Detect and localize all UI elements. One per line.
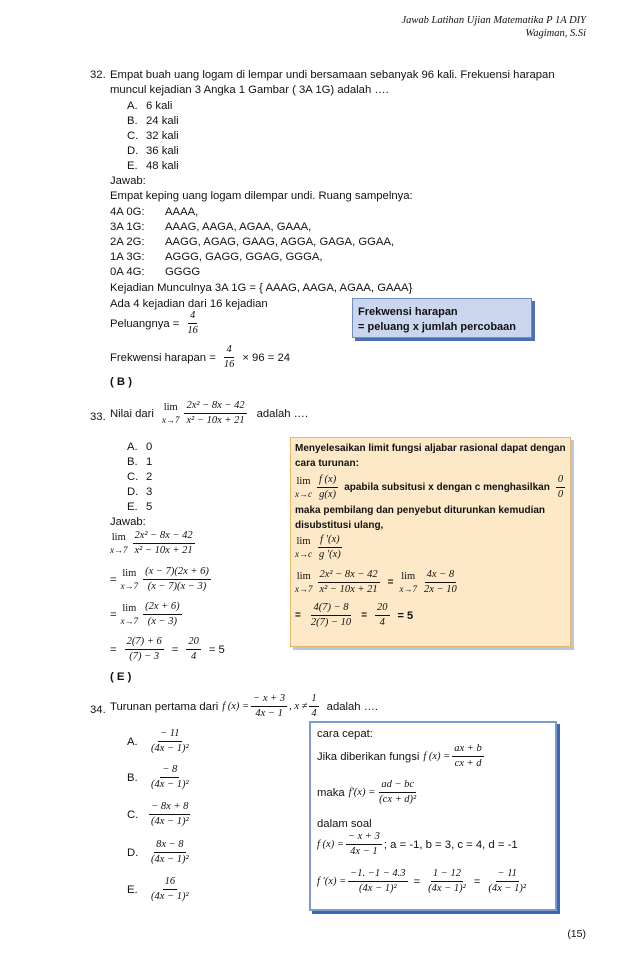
derivative-fraction3 [486, 868, 528, 895]
equals-sign: = [295, 610, 301, 621]
frekuensi-label: Frekwensi harapan = [110, 351, 216, 364]
q32-option-letter: C. [127, 130, 139, 142]
option-letter: C. [127, 808, 139, 821]
fraction-denominator: (4x − 1)² [151, 816, 189, 827]
fraction-denominator: cx + d [454, 758, 482, 769]
equals-sign: = [110, 643, 117, 656]
fraction-numerator: 1 [309, 693, 318, 707]
q34-suffix: adalah …. [326, 700, 379, 713]
fraction-denominator: 4 [311, 708, 317, 719]
q33-step4 [110, 636, 225, 663]
sample-row-label: 0A 4G: [110, 266, 145, 278]
lim-text: lim [296, 570, 311, 582]
header-author: Wagiman, S.Si [525, 28, 586, 39]
fraction-numerator: 4(7) − 8 [311, 602, 350, 616]
lim-subscript: x→7 [295, 583, 313, 594]
equals-sign: = [110, 573, 117, 586]
rule-fraction [317, 474, 338, 501]
header-title: Jawab Latihan Ujian Matematika P 1A DIY [401, 15, 586, 26]
q33-option-text: 5 [146, 501, 153, 513]
q33-option-letter: A. [127, 441, 138, 453]
lim-subscript: x→7 [399, 583, 417, 594]
q32-option-text: 48 kali [146, 160, 179, 172]
maka-text: maka [317, 786, 345, 799]
step4-fraction2 [186, 636, 201, 663]
lim-subscript: x→c [295, 488, 312, 499]
fraction-denominator: (4x − 1)² [428, 883, 466, 894]
box-result: = 5 [397, 609, 414, 622]
sample-row-value: AAAA, [165, 206, 199, 218]
fraction-denominator: (4x − 1)² [151, 854, 189, 865]
q33-option-letter: C. [127, 471, 139, 483]
fraction-numerator: 2x² − 8x − 42 [133, 530, 195, 544]
fraction-numerator: 4 [188, 310, 197, 324]
fraction-denominator: (4x − 1)² [488, 883, 527, 894]
q32-question-line2: muncul kejadian 3 Angka 1 Gambar ( 3A 1G) adalah …. [110, 84, 389, 96]
q34-option [127, 764, 193, 791]
soal-coefficients: ; a = -1, b = 3, c = 4, d = -1 [383, 838, 518, 851]
fraction-numerator: − 8x + 8 [149, 801, 190, 815]
sample-row-label: 3A 1G: [110, 221, 145, 233]
derivative-fraction1 [348, 868, 407, 895]
q34-option [127, 728, 193, 755]
fraction-denominator: 4 [190, 651, 197, 662]
value-fraction [309, 602, 353, 629]
fraction-numerator: − 11 [158, 728, 181, 742]
equals-sign: = [413, 875, 421, 888]
limit-operator [295, 536, 312, 560]
step2-fraction [143, 566, 211, 593]
q32-option-letter: B. [127, 115, 138, 127]
box-line2: = peluang x jumlah percobaan [358, 321, 517, 333]
q33-step3 [110, 601, 184, 628]
limit-operator [121, 603, 139, 627]
q32-option-letter: E. [127, 160, 138, 172]
fraction-denominator: x² − 10x + 21 [319, 584, 378, 595]
box-then-line1: maka pembilang dan penyebut diturunkan kemudian [295, 505, 546, 516]
lim-text: lim [296, 475, 311, 487]
option-letter: E. [127, 883, 138, 896]
fraction-denominator: (x − 3) [147, 616, 177, 627]
frekuensi-fraction [222, 344, 237, 371]
soal-f: f (x) = [317, 838, 344, 850]
sample-row-value: GGGG [165, 266, 201, 278]
q32-answer: ( B ) [110, 376, 132, 388]
fraction-denominator: (x − 7)(x − 3) [147, 581, 207, 592]
box-title-line1: Menyelesaikan limit fungsi aljabar rasional dapat dengan [295, 443, 566, 454]
fraction-denominator: (7) − 3 [129, 651, 160, 662]
fraction-numerator: − x + 3 [251, 693, 287, 707]
box-given [317, 743, 486, 770]
q33-option-text: 3 [146, 486, 153, 498]
fraction-denominator: 2(7) − 10 [310, 617, 352, 628]
fraction-denominator: 2x − 10 [423, 584, 457, 595]
box-line1: Frekwensi harapan [358, 306, 458, 318]
fraction-denominator: 4x − 1 [350, 846, 378, 857]
q33-suffix: adalah …. [256, 407, 309, 420]
limit-operator [110, 532, 128, 556]
q34-prefix: Turunan pertama dari [110, 700, 219, 713]
option-letter: D. [127, 846, 139, 859]
fraction-denominator: 4x − 1 [255, 708, 283, 719]
q33-answer: ( E ) [110, 671, 132, 683]
q32-option-text: 6 kali [146, 100, 173, 112]
value-fraction2 [375, 602, 390, 629]
limit-operator [162, 402, 180, 426]
fraction-denominator: 0 [557, 489, 564, 500]
lim-text: lim [401, 570, 416, 582]
fraction-denominator: 16 [223, 359, 235, 370]
q32-intro: Empat keping uang logam dilempar undi. Ruang sampelnya: [110, 190, 413, 202]
derivative-fraction [317, 534, 343, 561]
limit-operator [295, 571, 313, 595]
q33-option-letter: B. [127, 456, 138, 468]
box-evaluation [295, 602, 413, 629]
sample-row-value: AGGG, GAGG, GGAG, GGGA, [165, 251, 323, 263]
box-derivative-rule [295, 534, 345, 561]
lim-subscript: x→7 [120, 615, 139, 626]
box-then-line2: disubstitusi ulang, [295, 520, 384, 531]
peluang-fraction [185, 310, 200, 337]
q33-option-text: 0 [146, 441, 153, 453]
equals-sign: = [387, 577, 394, 588]
given-fraction [452, 743, 484, 770]
q32-peluang [110, 310, 202, 337]
option-fraction [149, 876, 191, 903]
fraction-numerator: − 11 [496, 868, 519, 882]
fraction-numerator: (x − 7)(2x + 6) [143, 566, 211, 580]
limit-operator [399, 571, 417, 595]
q33-jawab: Jawab: [110, 516, 146, 528]
q33-option-text: 2 [146, 471, 153, 483]
equals-sign: = [473, 875, 481, 888]
fraction-denominator: g '(x) [319, 549, 341, 560]
q32-frekuensi [110, 344, 290, 371]
q34-option [127, 876, 193, 903]
box-rule [295, 474, 567, 501]
limit-operator [121, 568, 139, 592]
sample-row-value: AAAG, AAGA, AGAA, GAAA, [165, 221, 312, 233]
fraction-numerator: 4x − 8 [425, 569, 457, 583]
equals-sign: = [361, 610, 368, 621]
cara-cepat-box [309, 721, 557, 911]
q34-option [127, 839, 193, 866]
fraction-numerator: 2x² − 8x − 42 [318, 569, 380, 583]
q34-fx: f (x) = [222, 700, 250, 712]
lim-text: lim [296, 535, 311, 547]
derivative-fraction2 [426, 868, 468, 895]
sample-row-label: 1A 3G: [110, 251, 145, 263]
box-example [295, 569, 461, 596]
fraction-denominator: (4x − 1)² [151, 779, 189, 790]
fraction-numerator: f '(x) [318, 534, 341, 548]
fraction-numerator: (2x + 6) [143, 601, 182, 615]
fraction-numerator: 20 [375, 602, 390, 616]
q33-step2 [110, 566, 213, 593]
fraction-denominator: (4x − 1)² [359, 883, 397, 894]
fraction-denominator: (cx + d)² [379, 794, 417, 805]
q33-question [110, 400, 308, 427]
q34-option [127, 801, 193, 828]
fraction-numerator: 8x − 8 [154, 839, 186, 853]
q32-ada: Ada 4 kejadian dari 16 kejadian [110, 298, 268, 310]
sample-row-label: 2A 2G: [110, 236, 145, 248]
q34-question [110, 693, 378, 720]
q33-option-letter: E. [127, 501, 138, 513]
fraction-numerator: −1. −1 − 4.3 [348, 868, 407, 882]
q32-kejadian: Kejadian Munculnya 3A 1G = { AAAG, AAGA, AGAA, GAAA} [110, 282, 413, 294]
fraction-denominator: x² − 10x + 21 [134, 545, 193, 556]
q33-option-text: 1 [146, 456, 153, 468]
q32-jawab: Jawab: [110, 175, 146, 187]
q32-question-line1: Empat buah uang logam di lempar undi bersamaan sebanyak 96 kali. Frekuensi harapan [110, 69, 555, 81]
fraction-denominator: 4 [379, 617, 385, 628]
fraction-numerator: − 8 [160, 764, 179, 778]
lim-subscript: x→7 [110, 544, 128, 555]
maka-f: f'(x) = [348, 786, 376, 798]
q33-option-letter: D. [127, 486, 139, 498]
fraction-numerator: ad − bc [379, 779, 416, 793]
fraction-numerator: 20 [186, 636, 201, 650]
derivative-f: f '(x) = [317, 875, 347, 887]
fraction-denominator: (4x − 1)² [151, 891, 189, 902]
box-dalam: dalam soal [317, 818, 372, 830]
given-f: f (x) = [423, 750, 451, 762]
fraction-numerator: − x + 3 [346, 831, 382, 845]
condition-fraction [309, 693, 318, 720]
fraction-numerator: f (x) [317, 474, 338, 488]
q32-option-letter: A. [127, 100, 138, 112]
q34-function [251, 693, 287, 720]
fraction-numerator: 4 [224, 344, 233, 358]
lim-text: lim [111, 531, 126, 543]
q32-option-letter: D. [127, 145, 139, 157]
peluang-label: Peluangnya = [110, 317, 180, 330]
step1-fraction [133, 530, 195, 557]
lim-subscript: x→c [295, 548, 312, 559]
fraction-numerator: 1 − 12 [431, 868, 463, 882]
step3-fraction [143, 601, 182, 628]
example-fraction [318, 569, 380, 596]
step4-fraction [125, 636, 164, 663]
q32-number: 32. [90, 69, 106, 81]
fraction-denominator: g(x) [319, 489, 337, 500]
sample-row-value: AAGG, AGAG, GAAG, AGGA, GAGA, GGAA, [165, 236, 395, 248]
fraction-denominator: 16 [187, 325, 198, 336]
q33-prefix: Nilai dari [110, 407, 154, 420]
fraction-denominator: x² − 10x + 21 [186, 415, 245, 426]
maka-fraction [377, 779, 418, 806]
q32-option-text: 24 kali [146, 115, 179, 127]
fraction-numerator: 16 [163, 876, 178, 890]
q34-condition: , x ≠ [289, 700, 308, 712]
fraction-denominator: (4x − 1)² [151, 743, 189, 754]
soal-fraction [346, 831, 382, 858]
lim-text: lim [122, 602, 137, 614]
box-condition: apabila subsitusi x dengan c menghasilkan [344, 482, 550, 493]
box-soal [317, 831, 518, 858]
q32-option-text: 32 kali [146, 130, 179, 142]
option-fraction [149, 839, 191, 866]
derived-fraction [422, 569, 459, 596]
q34-number: 34. [90, 704, 106, 716]
fraction-numerator: ax + b [452, 743, 484, 757]
q33-number: 33. [90, 411, 106, 423]
lim-subscript: x→7 [120, 580, 139, 591]
equals-sign: = [110, 608, 117, 621]
option-fraction [149, 801, 191, 828]
lim-subscript: x→7 [161, 414, 180, 425]
lim-text: lim [122, 567, 137, 579]
box-derivative [317, 868, 530, 895]
frekuensi-result: × 96 = 24 [242, 351, 291, 364]
q33-result: = 5 [208, 643, 225, 656]
q32-option-text: 36 kali [146, 145, 179, 157]
q33-expression [184, 400, 246, 427]
fraction-numerator: 0 [556, 474, 565, 488]
q33-step1 [110, 530, 197, 557]
equals-sign: = [171, 643, 179, 656]
given-text: Jika diberikan fungsi [317, 750, 420, 763]
frekwensi-harapan-box [352, 298, 532, 338]
box-title-line2: cara turunan: [295, 458, 359, 469]
box-maka [317, 779, 420, 806]
limit-method-box [290, 437, 571, 647]
fraction-numerator: 2(7) + 6 [125, 636, 164, 650]
lim-text: lim [163, 401, 178, 413]
option-letter: A. [127, 735, 138, 748]
limit-operator [295, 476, 312, 500]
box-title: cara cepat: [317, 728, 373, 740]
zero-fraction [556, 474, 565, 501]
option-letter: B. [127, 771, 138, 784]
page-number: (15) [567, 928, 586, 940]
sample-row-label: 4A 0G: [110, 206, 145, 218]
fraction-numerator: 2x² − 8x − 42 [184, 400, 246, 414]
option-fraction [149, 764, 191, 791]
option-fraction [149, 728, 191, 755]
